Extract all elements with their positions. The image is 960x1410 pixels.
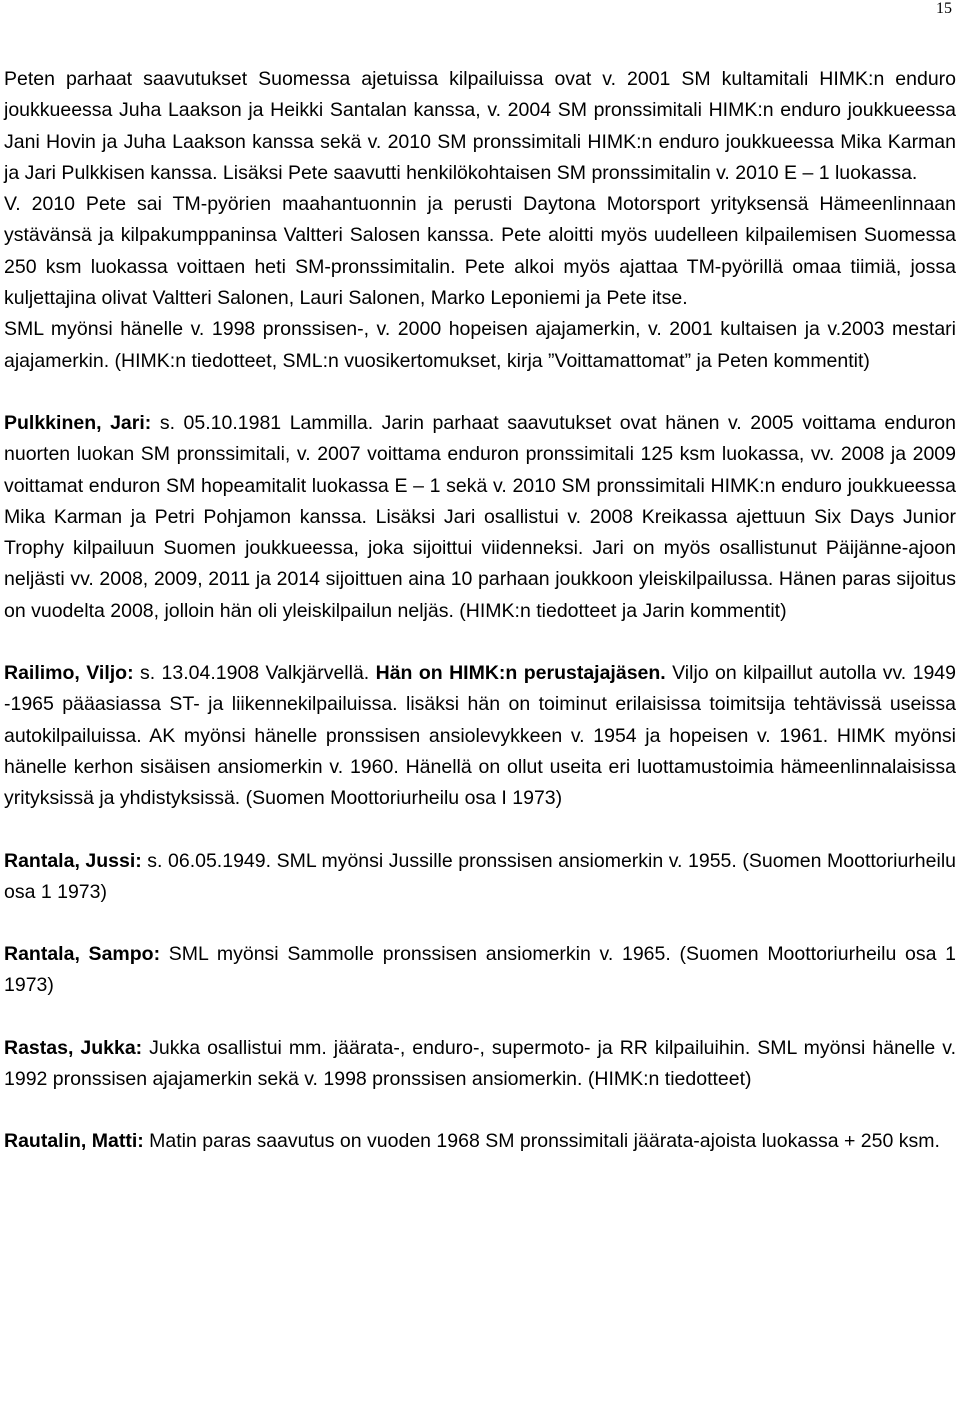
paragraph-text: V. 2010 Pete sai TM-pyörien maahantuonnin ja perusti Daytona Motorsport yrityksensä Hämeenlinnaan ystävänsä ja kilpakumppaninsa Valtteri Salosen kanssa. Pete aloitti myös uudelleen kilpailemisen Suomessa 250 ksm luokassa voittaen heti SM-pronssimitalin. Pete alkoi myös ajattaa TM-pyörillä omaa tiimiä, jossa kuljettajina olivat Valtteri Salonen, Lauri Salonen, Marko Leponiemi ja Pete itse. [4,193,956,310]
entry-peten [4,64,956,377]
entry-text: s. 13.04.1908 Valkjärvellä. [133,662,376,685]
entry-name: Railimo, Viljo: [4,662,134,685]
entry-name: Rantala, Jussi: [4,849,142,872]
entry-name: Rastas, Jukka: [4,1036,143,1059]
entry-rastas [4,1033,956,1096]
entry-name: Rantala, Sampo: [4,943,161,966]
entry-railimo [4,658,956,814]
entry-text: s. 06.05.1949. SML myönsi Jussille pronssisen ansiomerkin v. 1955. (Suomen Moottoriurheilu osa 1 1973) [4,849,956,903]
paragraph-peten-badges [4,314,956,377]
entry-pulkkinen [4,408,956,627]
entry-text: Matin paras saavutus on vuoden 1968 SM pronssimitali jäärata-ajoista luokassa + 250 ksm. [143,1130,940,1153]
document-body [4,64,956,1158]
paragraph-peten-tm [4,189,956,314]
paragraph-peten-achievements [4,64,956,189]
entry-rautalin [4,1126,956,1157]
entry-text: Jukka osallistui mm. jäärata-, enduro-, supermoto- ja RR kilpailuihin. SML myönsi hänelle v. 1992 pronssisen ajajamerkin sekä v. 1998 pronssisen ansiomerkin. (HIMK:n tiedotteet) [4,1036,956,1091]
entry-name: Rautalin, Matti: [4,1130,144,1153]
entry-rantala-sampo [4,939,956,1002]
paragraph-text: Peten parhaat saavutukset Suomessa ajetuissa kilpailuissa ovat v. 2001 SM kultamitali HIMK:n enduro joukkueessa Juha Laakson ja Heikki Santalan kanssa, v. 2004 SM pronssimitali HIMK:n enduro joukkueessa Jani Hovin ja Juha Laakson kanssa sekä v. 2010 SM pronssimitali HIMK:n enduro joukkueessa Mika Karman ja Jari Pulkkisen kanssa. Lisäksi Pete saavutti henkilökohtaisen SM pronssimitalin v. 2010 E – 1 luokassa. [4,68,956,184]
entry-bold-text: Hän on HIMK:n perustajajäsen. [375,662,666,685]
entry-text: SML myönsi Sammolle pronssisen ansiomerkin v. 1965. (Suomen Moottoriurheilu osa 1 1973) [4,943,956,997]
entry-text: Viljo on kilpaillut autolla vv. 1949 -1965 pääasiassa ST- ja liikennekilpailuissa. lisäksi hän on toiminut erilaisissa toimitsija tehtävissä useissa autokilpailuissa. AK myönsi hänelle pronssisen ansiolevykkeen v. 1954 ja hopeisen v. 1961. HIMK myönsi hänelle kerhon sisäisen ansiomerkin v. 1960. Hänellä on ollut useita eri luottamustoimia hämeenlinnalaisissa yrityksissä ja yhdistyksissä. (Suomen Moottoriurheilu osa I 1973) [4,662,956,810]
entry-name: Pulkkinen, Jari: [4,411,152,434]
entry-text: s. 05.10.1981 Lammilla. Jarin parhaat saavutukset ovat hänen v. 2005 voittama enduron nuorten luokan SM pronssimitali, v. 2007 voittama enduron pronssimitali 125 ksm luokassa, vv. 2008 ja 2009 voittamat enduron SM hopeamitalit luokassa E – 1 sekä v. 2010 SM pronssimitali HIMK:n enduro joukkueessa Mika Karman ja Petri Pohjamon kanssa. Lisäksi Jari osallistui v. 2008 Kreikassa ajettuun Six Days Junior Trophy kilpailuun Suomen joukkueessa, joka sijoittui viidenneksi. Jari on myös osallistunut Päijänne-ajoon neljästi vv. 2008, 2009, 2011 ja 2014 sijoittuen aina 10 parhaan joukkoon yleiskilpailussa. Hänen paras sijoitus on vuodelta 2008, jolloin hän oli yleiskilpailun neljäs. (HIMK:n tiedotteet ja Jarin kommentit) [4,411,956,622]
entry-rantala-jussi [4,846,956,909]
paragraph-text: SML myönsi hänelle v. 1998 pronssisen-, v. 2000 hopeisen ajajamerkin, v. 2001 kultaisen ja v.2003 mestari ajajamerkin. (HIMK:n tiedotteet, SML:n vuosikertomukset, kirja ”Voittamattomat” ja Peten kommentit) [4,318,956,372]
page-number: 15 [936,0,952,17]
